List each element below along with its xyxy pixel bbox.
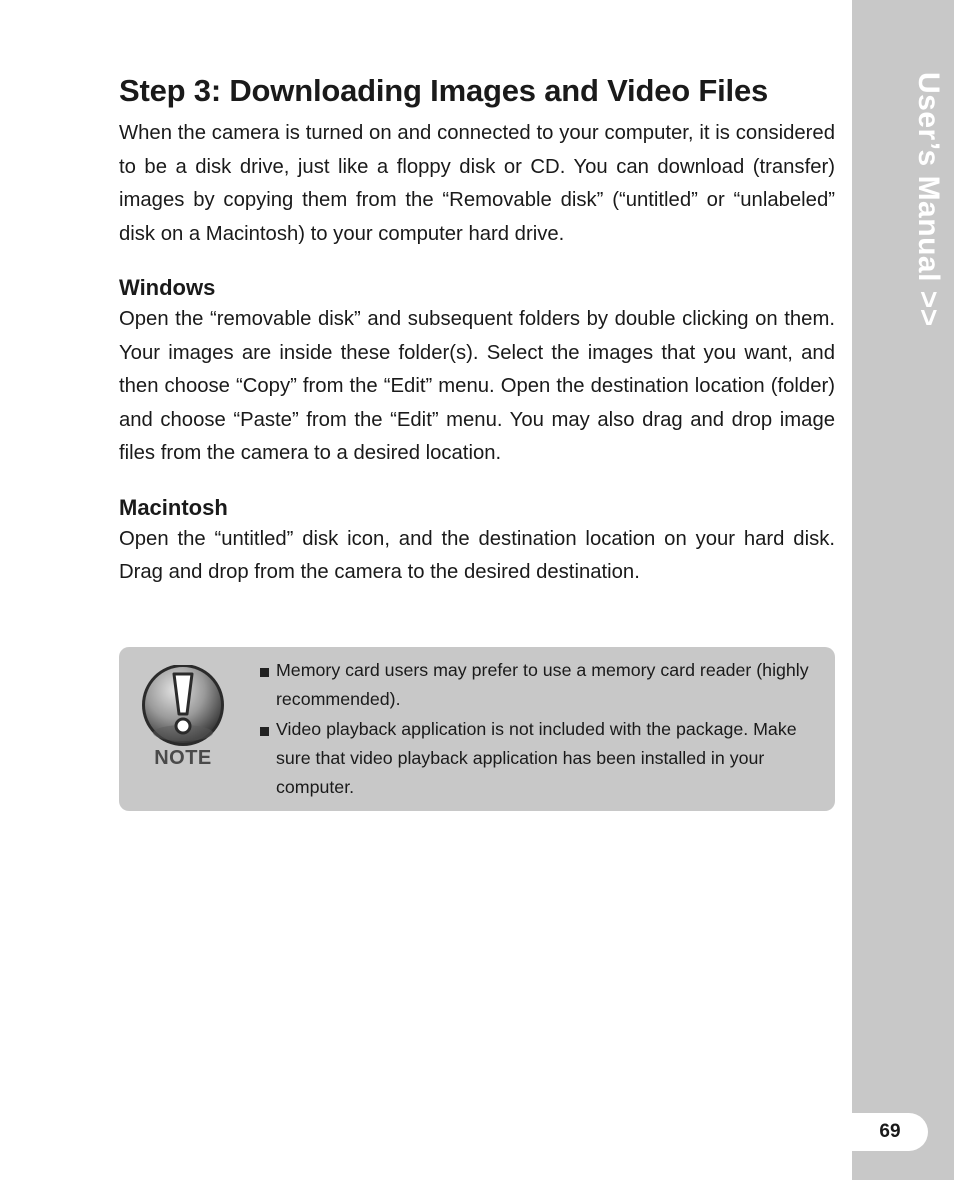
note-list (259, 656, 831, 802)
section-heading-windows: Windows (119, 275, 216, 300)
square-bullet-icon (260, 668, 269, 677)
note-label: NOTE (154, 747, 212, 769)
page-content (119, 70, 835, 590)
note-item-text: Video playback application is not included with the package. Make sure that video playback application has been installed in your computer. (276, 718, 797, 798)
note-item (259, 715, 831, 803)
section-body-windows: Open the “removable disk” and subsequent folders by double clicking on them. Your images are inside these folder(s). Select the images that you want, and then choose “Copy” from the “Edit” menu. Open the destination location (folder) and choose “Paste” from the “Edit” menu. You may also drag and drop image files from the camera to a desired location. (119, 308, 835, 464)
section-heading-macintosh: Macintosh (119, 494, 228, 520)
section-body-macintosh: Open the “untitled” disk icon, and the destination location on your hard disk. Drag and drop from the camera to the desired destination. (119, 527, 835, 583)
sidebar-title: User’s Manual >> (912, 72, 945, 327)
intro-paragraph: When the camera is turned on and connected to your computer, it is considered to be a disk drive, just like a floppy disk or CD. You can download (transfer) images by copying them from the “Removable disk” (“untitled” or “unlabeled” disk on a Macintosh) to your computer hard drive. (119, 122, 835, 245)
note-item-text: Memory card users may prefer to use a memory card reader (highly recommended). (276, 660, 809, 710)
note-box (119, 647, 835, 811)
square-bullet-icon (260, 727, 269, 736)
page-title: Step 3: Downloading Images and Video Files (119, 73, 769, 108)
note-item (259, 656, 831, 715)
page-number: 69 (852, 1113, 928, 1151)
